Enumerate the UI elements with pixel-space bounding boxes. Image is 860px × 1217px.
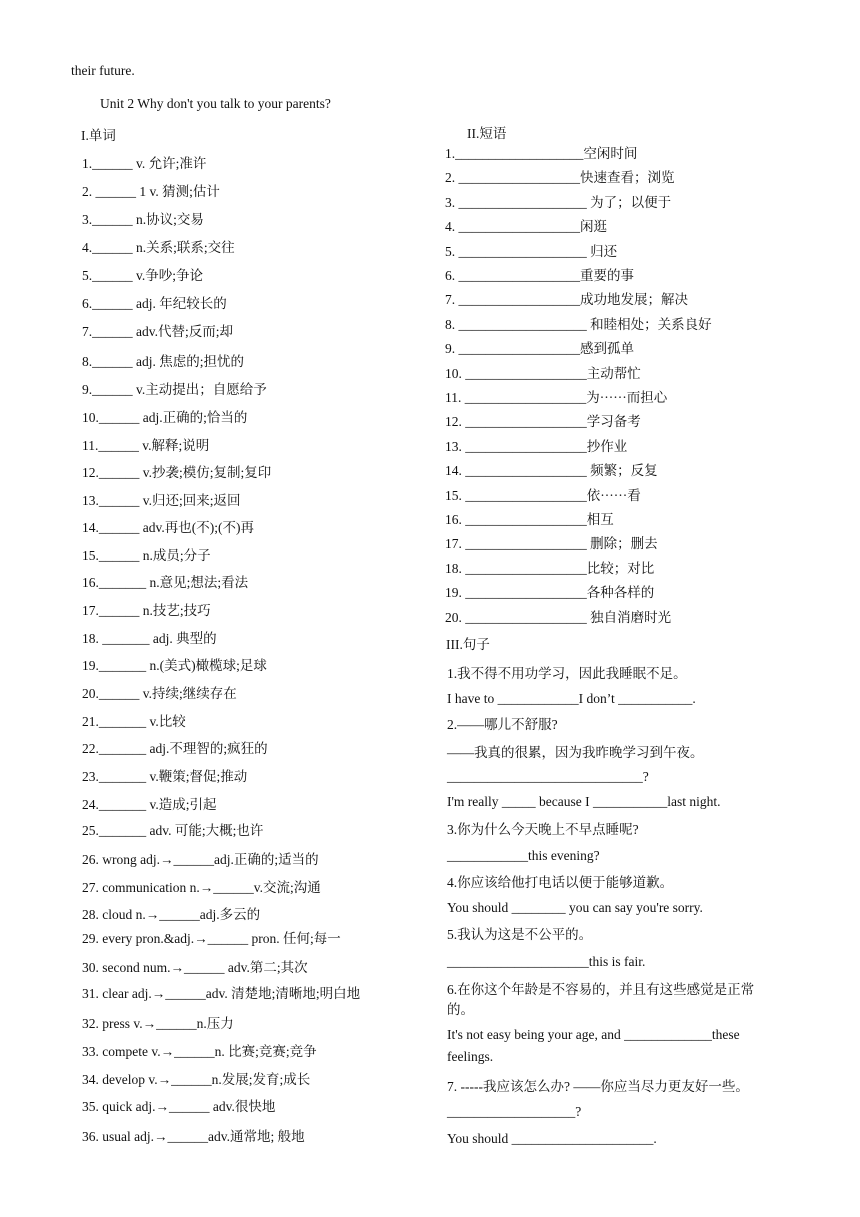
vocab-item: 33. compete v.→______n. 比赛;竞赛;竞争 bbox=[82, 1044, 317, 1059]
sentence-3-chinese: 3.你为什么今天晚上不早点睡呢? bbox=[447, 822, 639, 837]
unit-title: Unit 2 Why don't you talk to your parents? bbox=[100, 96, 331, 111]
vocab-item: 3.______ n.协议;交易 bbox=[82, 212, 204, 227]
vocab-item: 5.______ v.争吵;争论 bbox=[82, 268, 203, 283]
phrase-item: 19. __________________各种各样的 bbox=[445, 585, 655, 601]
phrase-item: 16. __________________相互 bbox=[445, 512, 614, 527]
sentence-7-blank: ___________________? bbox=[447, 1104, 582, 1119]
vocab-item: 14.______ adv.再也(不);(不)再 bbox=[82, 520, 254, 535]
phrase-item: 20. __________________ 独自消磨时光 bbox=[445, 609, 672, 625]
sentence-6-chinese-a: 6.在你这个年龄是不容易的，并且有这些感觉是正常 bbox=[447, 982, 755, 997]
phrase-item: 8. ___________________ 和睦相处；关系良好 bbox=[445, 316, 712, 332]
vocab-item: 23._______ v.鞭策;督促;推动 bbox=[82, 769, 248, 784]
sentence-2-english: I'm really _____ because I ___________last night. bbox=[447, 794, 721, 809]
vocab-item: 25._______ adv. 可能;大概;也许 bbox=[82, 823, 264, 838]
sentence-4-chinese: 4.你应该给他打电话以便于能够道歉。 bbox=[447, 875, 674, 890]
phrase-item: 4. __________________闲逛 bbox=[445, 219, 607, 235]
vocab-item: 35. quick adj.→______ adv.很快地 bbox=[82, 1099, 276, 1114]
phrase-item: 3. ___________________ 为了；以便于 bbox=[445, 194, 672, 210]
vocab-item: 27. communication n.→______v.交流;沟通 bbox=[82, 880, 321, 895]
continuation-line: their future. bbox=[71, 63, 135, 78]
sentence-2-chinese-b: ——我真的很累，因为我昨晚学习到午夜。 bbox=[447, 745, 704, 760]
phrase-item: 2. __________________快速查看；浏览 bbox=[445, 170, 675, 186]
vocab-item: 22._______ adj.不理智的;疯狂的 bbox=[82, 741, 268, 756]
phrase-item: 1.___________________空闲时间 bbox=[445, 146, 638, 161]
phrase-item: 15. __________________依······看 bbox=[445, 487, 641, 503]
vocab-item: 26. wrong adj.→______adj.正确的;适当的 bbox=[82, 852, 319, 867]
vocab-item: 36. usual adj.→______adv.通常地; 般地 bbox=[82, 1129, 305, 1144]
phrase-item: 13. __________________抄作业 bbox=[445, 438, 628, 454]
sentence-5-chinese: 5.我认为这是不公平的。 bbox=[447, 927, 593, 942]
phrase-item: 10. __________________主动帮忙 bbox=[445, 365, 641, 381]
sentence-3-english: ____________this evening? bbox=[447, 848, 600, 863]
phrase-item: 14. __________________ 频繁；反复 bbox=[445, 463, 658, 479]
vocab-item: 21._______ v.比较 bbox=[82, 714, 186, 729]
phrase-header: II.短语 bbox=[467, 126, 507, 141]
vocab-item: 28. cloud n.→______adj.多云的 bbox=[82, 907, 261, 922]
vocab-item: 16._______ n.意见;想法;看法 bbox=[82, 575, 249, 590]
phrase-item: 12. __________________学习备考 bbox=[445, 414, 641, 430]
phrase-item: 5. ___________________ 归还 bbox=[445, 243, 618, 259]
vocab-item: 6.______ adj. 年纪较长的 bbox=[82, 296, 227, 311]
phrase-item: 9. __________________感到孤单 bbox=[445, 341, 634, 357]
vocab-item: 31. clear adj.→______adv. 清楚地;清晰地;明白地 bbox=[82, 986, 361, 1001]
sentence-6-chinese-b: 的。 bbox=[447, 1002, 474, 1017]
vocab-item: 29. every pron.&adj.→______ pron. 任何;每一 bbox=[82, 931, 341, 946]
vocab-item: 20.______ v.持续;继续存在 bbox=[82, 686, 237, 701]
vocab-item: 2. ______ 1 v. 猜测;估计 bbox=[82, 184, 220, 199]
sentence-2-blank: _____________________________? bbox=[447, 769, 649, 784]
vocab-item: 30. second num.→______ adv.第二;其次 bbox=[82, 960, 308, 975]
vocab-item: 24._______ v.造成;引起 bbox=[82, 797, 217, 812]
vocab-item: 11.______ v.解释;说明 bbox=[82, 438, 210, 453]
vocab-item: 4.______ n.关系;联系;交往 bbox=[82, 240, 235, 255]
vocab-item: 1.______ v. 允许;准许 bbox=[82, 156, 207, 171]
vocab-item: 17.______ n.技艺;技巧 bbox=[82, 603, 211, 618]
phrase-item: 6. __________________重要的事 bbox=[445, 268, 634, 283]
sentence-6-english-b: feelings. bbox=[447, 1049, 494, 1064]
vocab-item: 12.______ v.抄袭;模仿;复制;复印 bbox=[82, 465, 272, 480]
sentence-7-chinese: 7. -----我应该怎么办? ——你应当尽力更友好一些。 bbox=[447, 1079, 749, 1094]
sentence-6-english-a: It's not easy being your age, and _____________these bbox=[447, 1027, 740, 1042]
phrase-item: 11. __________________为······而担心 bbox=[445, 390, 668, 405]
vocab-header: I.单词 bbox=[81, 128, 116, 143]
sentence-header: III.句子 bbox=[446, 637, 490, 652]
sentence-2-chinese-a: 2.——哪儿不舒服? bbox=[447, 717, 558, 732]
sentence-4-english: You should ________ you can say you're sorry. bbox=[447, 900, 703, 915]
vocab-item: 10.______ adj.正确的;恰当的 bbox=[82, 410, 248, 425]
vocab-item: 18. _______ adj. 典型的 bbox=[82, 631, 217, 646]
vocab-item: 19._______ n.(美式)橄榄球;足球 bbox=[82, 658, 267, 673]
sentence-1-chinese: 1.我不得不用功学习，因此我睡眠不足。 bbox=[447, 666, 687, 681]
sentence-1-english: I have to ____________I don’t ___________. bbox=[447, 691, 696, 706]
phrase-item: 18. __________________比较；对比 bbox=[445, 560, 655, 576]
vocab-item: 7.______ adv.代替;反而;却 bbox=[82, 324, 233, 339]
phrase-item: 17. __________________ 删除；删去 bbox=[445, 536, 658, 552]
vocab-item: 15.______ n.成员;分子 bbox=[82, 548, 211, 563]
sentence-5-english: _____________________this is fair. bbox=[447, 954, 646, 969]
sentence-7-english: You should _____________________. bbox=[447, 1131, 657, 1146]
phrase-item: 7. __________________成功地发展；解决 bbox=[445, 292, 688, 308]
vocab-item: 32. press v.→______n.压力 bbox=[82, 1016, 234, 1031]
vocab-item: 9.______ v.主动提出；自愿给予 bbox=[82, 382, 267, 397]
vocab-item: 8.______ adj. 焦虑的;担忧的 bbox=[82, 354, 244, 369]
vocab-item: 34. develop v.→______n.发展;发育;成长 bbox=[82, 1072, 311, 1087]
vocab-item: 13.______ v.归还;回来;返回 bbox=[82, 493, 241, 508]
